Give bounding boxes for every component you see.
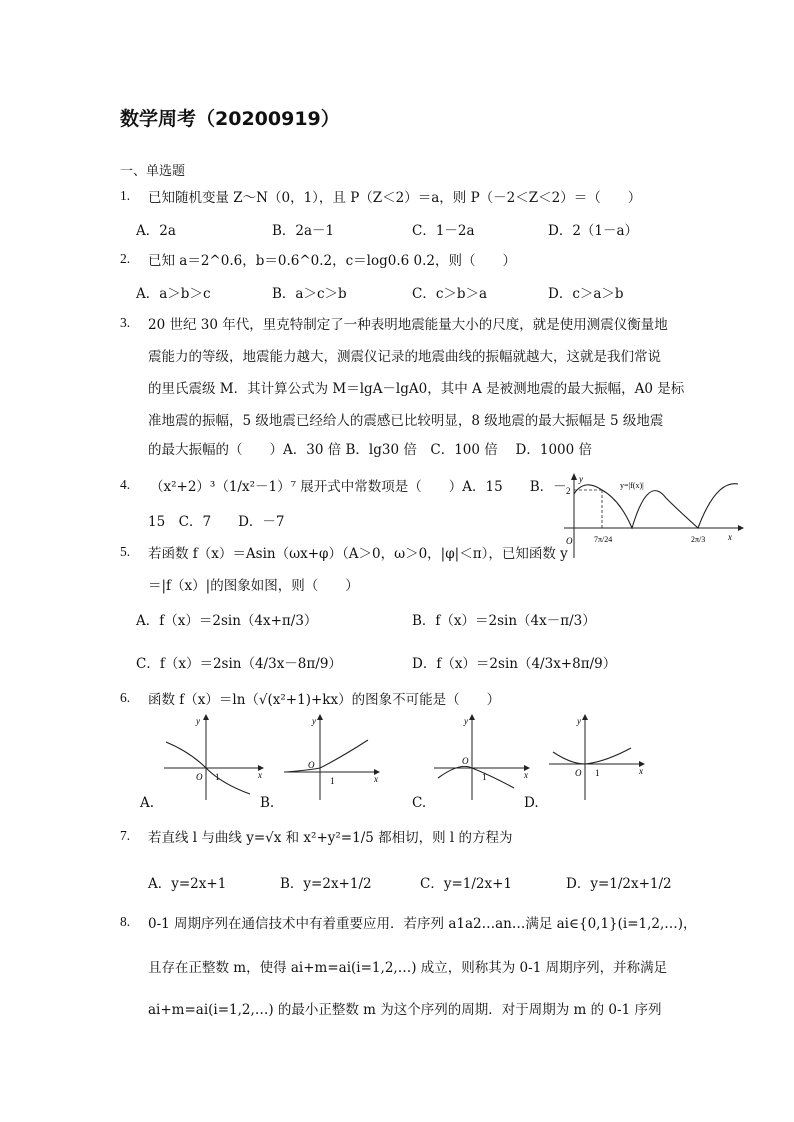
question-number: 5. bbox=[120, 544, 131, 559]
question-line: 准地震的振幅，5 级地震已经给人的震感已比较明显，8 级地震的最大振幅是 5 级地震 bbox=[148, 413, 664, 429]
question-text: 函数 f（x）＝ln（√(x²+1)+kx）的图象不可能是（ ） bbox=[148, 692, 501, 708]
curve-label: y=|f(x)| bbox=[620, 481, 644, 490]
question-text: 若直线 l 与曲线 y=√x 和 x²+y²=1/5 都相切，则 l 的方程为 bbox=[148, 830, 513, 846]
section-heading: 一、单选题 bbox=[120, 164, 186, 179]
option-a: A．f（x）＝2sin（4x+π/3） bbox=[136, 613, 318, 629]
one-label: 1 bbox=[330, 776, 335, 786]
option-b: B．a＞c＞b bbox=[272, 286, 347, 302]
option-b: B．y=2x+1/2 bbox=[280, 876, 372, 892]
question-line: 的里氏震级 M．其计算公式为 M＝lgA－lgA0，其中 A 是被测地震的最大振幅，A0 是标 bbox=[148, 381, 685, 397]
option-b: B．2a－1 bbox=[272, 223, 335, 239]
x-label: x bbox=[524, 770, 528, 780]
option-d: D．2（1－a） bbox=[548, 223, 639, 239]
question-line: 且存在正整数 m，使得 ai+m=ai(i=1,2,…) 成立，则称其为 0-1 周期序列，并称满足 bbox=[148, 960, 668, 976]
graph-d bbox=[545, 712, 655, 802]
question-line: ai+m=ai(i=1,2,…) 的最小正整数 m 为这个序列的周期．对于周期为 m 的 0-1 序列 bbox=[148, 1002, 662, 1018]
x-label: x bbox=[258, 770, 262, 780]
origin-label: O bbox=[196, 772, 203, 782]
option-a: A．y=2x+1 bbox=[148, 876, 227, 892]
graph-b bbox=[280, 712, 390, 802]
question-text: 已知随机变量 Z～N（0，1），且 P（Z＜2）＝a，则 P（－2＜Z＜2）＝（ ） bbox=[148, 190, 642, 206]
graph-c bbox=[430, 712, 540, 802]
y-mark-2: 2 bbox=[566, 486, 571, 496]
x-axis-label: x bbox=[728, 532, 732, 542]
question-number: 8. bbox=[120, 914, 131, 929]
option-b: B．f（x）＝2sin（4x－π/3） bbox=[412, 613, 596, 629]
question-number: 6. bbox=[120, 690, 131, 705]
option-d: D．f（x）＝2sin（4/3x+8π/9） bbox=[412, 656, 617, 672]
y-label: y bbox=[196, 716, 200, 726]
page-title: 数学周考（20200919） bbox=[120, 108, 340, 130]
x-label: x bbox=[639, 766, 643, 776]
x-mark-2pi-3: 2π/3 bbox=[691, 535, 706, 544]
x-mark-7pi-24: 7π/24 bbox=[594, 535, 613, 544]
abs-sine-graph bbox=[548, 470, 748, 560]
question-text: 15 C．7 D．－7 bbox=[148, 514, 285, 530]
question-text: （x²+2）³（1/x²－1）⁷ 展开式中常数项是（ ）A．15 B．－ bbox=[150, 479, 567, 495]
option-c: C．c＞b＞a bbox=[412, 286, 488, 302]
graph-a bbox=[160, 712, 270, 802]
option-a: A. bbox=[140, 795, 155, 811]
question-text: 若函数 f（x）＝Asin（ωx+φ）（A＞0，ω＞0，|φ|＜π），已知函数 y bbox=[148, 546, 568, 562]
origin-label: O bbox=[566, 536, 573, 546]
y-axis-label: y bbox=[579, 474, 583, 484]
option-a: A．2a bbox=[136, 223, 176, 239]
question-number: 4. bbox=[120, 477, 131, 492]
question-line: 0-1 周期序列在通信技术中有着重要应用．若序列 a1a2…an…满足 ai∈{0,1}(i=1,2,…)， bbox=[148, 916, 697, 932]
origin-label: O bbox=[462, 756, 469, 766]
question-number: 7. bbox=[120, 828, 131, 843]
option-c: C．1－2a bbox=[412, 223, 475, 239]
one-label: 1 bbox=[482, 772, 487, 782]
question-line: 20 世纪 30 年代，里克特制定了一种表明地震能量大小的尺度，就是使用测震仪衡量地 bbox=[148, 317, 668, 333]
x-label: x bbox=[374, 774, 378, 784]
question-number: 2. bbox=[120, 251, 131, 266]
origin-label: O bbox=[308, 760, 315, 770]
question-text: 已知 a＝2^0.6，b＝0.6^0.2，c＝log0.6 0.2，则（ ） bbox=[148, 253, 516, 269]
origin-label: O bbox=[575, 768, 582, 778]
option-c: C. bbox=[412, 795, 427, 811]
option-d: D．y=1/2x+1/2 bbox=[566, 876, 672, 892]
question-number: 1. bbox=[120, 188, 131, 203]
option-a: A．a＞b＞c bbox=[136, 286, 211, 302]
option-d: D. bbox=[524, 795, 539, 811]
option-c: C．f（x）＝2sin（4/3x－8π/9） bbox=[136, 656, 342, 672]
y-label: y bbox=[312, 716, 316, 726]
question-number: 3. bbox=[120, 315, 131, 330]
question-line: 的最大振幅的（ ）A．30 倍 B．lg30 倍 C．100 倍 D．1000 倍 bbox=[148, 442, 593, 458]
y-label: y bbox=[464, 716, 468, 726]
question-line: 震能力的等级，地震能力越大，测震仪记录的地震曲线的振幅就越大，这就是我们常说 bbox=[148, 349, 661, 365]
y-label: y bbox=[577, 716, 581, 726]
question-text: ＝|f（x）|的图象如图，则（ ） bbox=[148, 578, 359, 594]
option-d: D．c＞a＞b bbox=[548, 286, 624, 302]
option-c: C．y=1/2x+1 bbox=[420, 876, 513, 892]
one-label: 1 bbox=[595, 768, 600, 778]
one-label: 1 bbox=[215, 772, 220, 782]
option-b: B. bbox=[260, 795, 275, 811]
